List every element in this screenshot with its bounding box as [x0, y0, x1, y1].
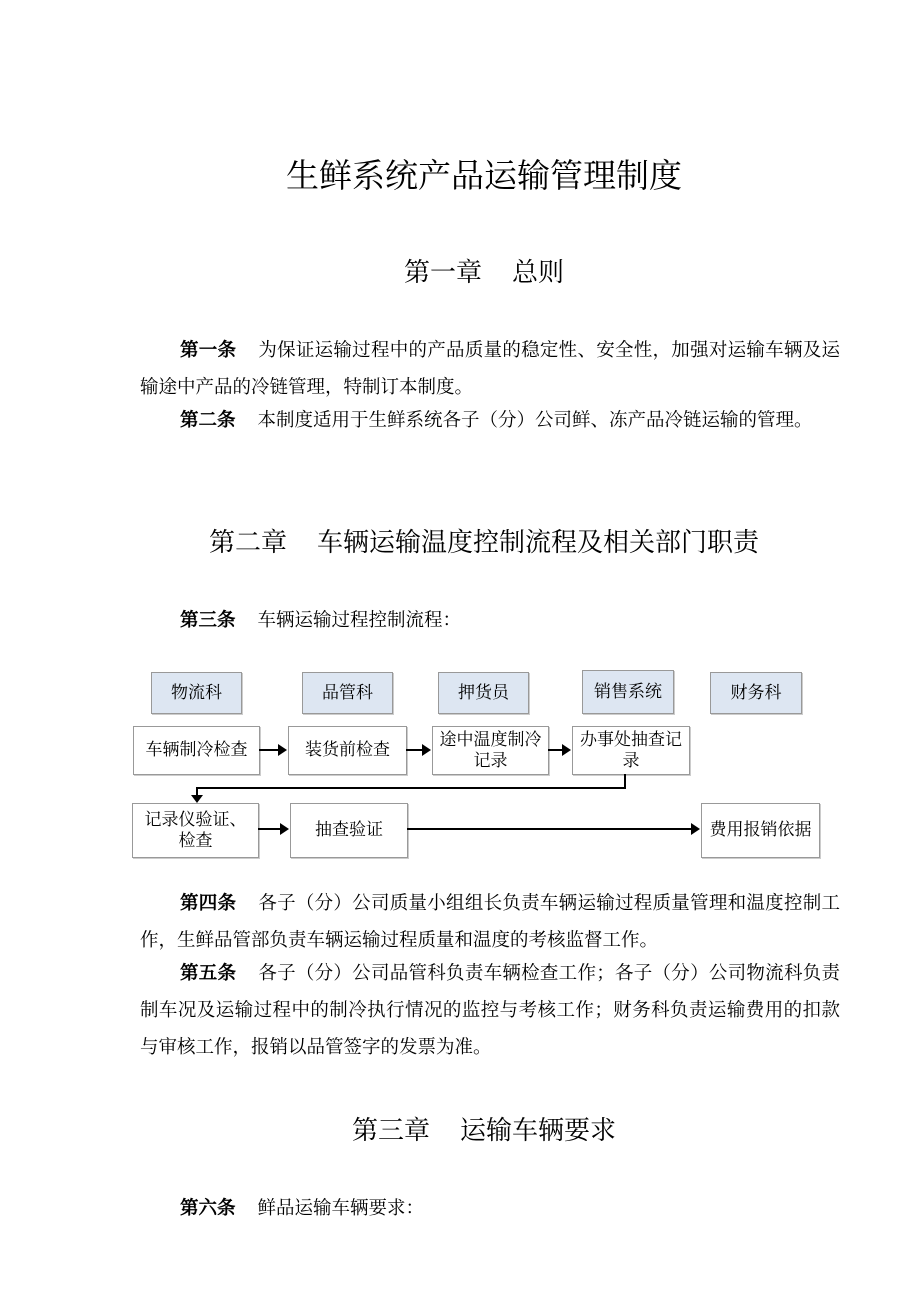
flow-header-finance: 财务科 [710, 672, 802, 714]
article-label: 第三条 [180, 610, 236, 631]
flow-step-temp-record: 途中温度制冷记录 [432, 726, 549, 775]
article-text: 鲜品运输车辆要求： [257, 1198, 425, 1219]
article-text: 各子（分）公司品管科负责车辆检查工作；各子（分）公司物流科负责制车况及运输过程中的制冷执行情况的监控与考核工作；财务科负责运输费用的扣款与审核工作，报销以品管签字的发票为准。 [140, 963, 840, 1058]
article-label: 第一条 [180, 340, 237, 361]
article-text: 本制度适用于生鲜系统各子（分）公司鲜、冻产品冷链运输的管理。 [257, 410, 813, 431]
chapter-number: 第一章 [403, 258, 482, 288]
arrow-icon [407, 828, 698, 830]
article-2 [140, 402, 840, 439]
article-text: 车辆运输过程控制流程： [257, 610, 462, 631]
connector-line [196, 787, 626, 789]
article-label: 第四条 [180, 893, 237, 914]
article-label: 第六条 [180, 1198, 236, 1219]
chapter-name: 运输车辆要求 [460, 1116, 617, 1146]
article-4 [140, 885, 840, 959]
chapter-name: 总则 [512, 258, 565, 288]
article-label: 第五条 [180, 963, 237, 984]
article-5 [140, 955, 840, 1066]
article-3 [140, 602, 840, 639]
flow-header-escort: 押货员 [438, 672, 529, 714]
flow-step-preload-check: 装货前检查 [288, 726, 407, 775]
flow-header-quality: 品管科 [302, 672, 393, 714]
arrow-icon [258, 828, 287, 830]
article-1 [140, 332, 840, 406]
chapter-number: 第三章 [351, 1116, 430, 1146]
chapter-3-heading [0, 1110, 920, 1147]
chapter-2-heading [0, 522, 920, 559]
arrow-down-icon [191, 795, 203, 803]
flow-step-office-check: 办事处抽查记录 [572, 726, 690, 775]
article-text: 各子（分）公司质量小组组长负责车辆运输过程质量管理和温度控制工作，生鲜品管部负责车辆运输过程质量和温度的考核监督工作。 [140, 893, 840, 951]
flow-step-vehicle-check: 车辆制冷检查 [133, 726, 260, 775]
flow-step-recorder-verify: 记录仪验证、检查 [132, 803, 259, 858]
document-title: 生鲜系统产品运输管理制度 [286, 156, 682, 195]
flow-header-logistics: 物流科 [151, 672, 242, 714]
chapter-number: 第二章 [208, 528, 287, 558]
article-6 [140, 1190, 840, 1227]
chapter-name: 车辆运输温度控制流程及相关部门职责 [317, 528, 760, 558]
arrow-icon [259, 749, 285, 751]
arrow-icon [406, 749, 429, 751]
flow-header-sales: 销售系统 [582, 670, 674, 714]
chapter-1-heading [0, 252, 920, 289]
flow-step-reimbursement: 费用报销依据 [701, 803, 820, 858]
article-text: 为保证运输过程中的产品质量的稳定性、安全性，加强对运输车辆及运输途中产品的冷链管理，特制订本制度。 [140, 340, 840, 398]
article-label: 第二条 [180, 410, 236, 431]
arrow-icon [548, 749, 569, 751]
flow-step-spot-verify: 抽查验证 [290, 803, 408, 858]
